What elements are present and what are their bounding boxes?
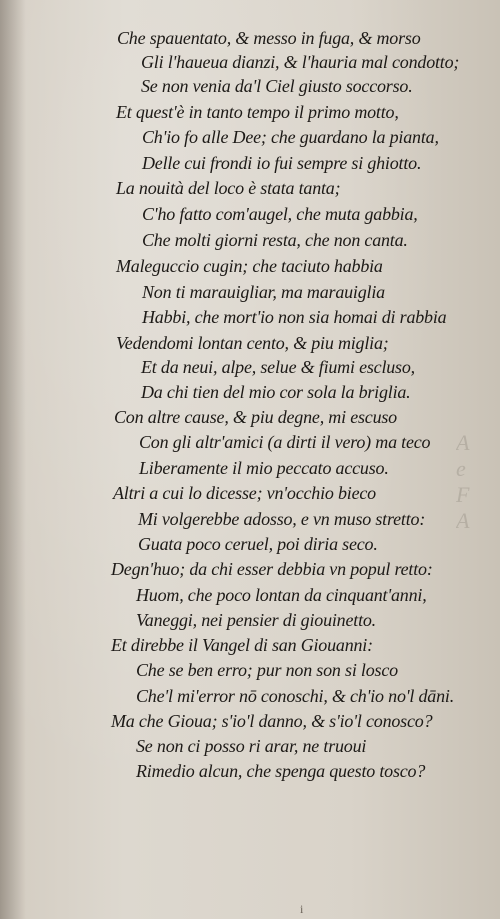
verse-line: Et quest'è in tanto tempo il primo motto, xyxy=(116,102,399,122)
verse-line: Da chi tien del mio cor sola la briglia. xyxy=(141,382,411,402)
verse-line: Maleguccio cugin; che taciuto habbia xyxy=(116,256,383,276)
verse-line: La nouità del loco è stata tanta; xyxy=(116,178,341,198)
verse-line: Non ti marauigliar, ma marauiglia xyxy=(142,282,385,302)
verse-line: Et da neui, alpe, selue & fiumi escluso, xyxy=(141,357,415,377)
verse-line: Che molti giorni resta, che non canta. xyxy=(142,230,408,250)
verse-line: Vaneggi, nei pensier di giouinetto. xyxy=(136,610,376,630)
verse-line: Se non ci posso ri arar, ne truoui xyxy=(136,736,367,756)
verse-line: Che spauentato, & messo in fuga, & morso xyxy=(117,28,421,48)
verse-line: Mi volgerebbe adosso, e vn muso stretto: xyxy=(138,509,426,529)
verse-line: Ma che Gioua; s'io'l danno, & s'io'l conosco? xyxy=(111,711,433,731)
verse-line: Delle cui frondi io fui sempre si ghiotto. xyxy=(142,153,422,173)
verse-line: Degn'huo; da chi esser debbia vn popul retto: xyxy=(111,559,433,579)
verse-line: Con altre cause, & piu degne, mi escuso xyxy=(114,407,397,427)
verse-line: Liberamente il mio peccato accuso. xyxy=(139,458,389,478)
verse-line: Guata poco ceruel, poi diria seco. xyxy=(138,534,378,554)
verse-line: Che se ben erro; pur non son si losco xyxy=(136,660,398,680)
show-through-text: A e F A xyxy=(456,430,470,533)
verse-line: C'ho fatto com'augel, che muta gabbia, xyxy=(142,204,418,224)
verse-line: Con gli altr'amici (a dirti il vero) ma teco xyxy=(139,432,431,452)
verse-line: Se non venia da'l Ciel giusto soccorso. xyxy=(141,76,413,96)
verse-line: Vedendomi lontan cento, & piu miglia; xyxy=(116,333,389,353)
verse-line: Huom, che poco lontan da cinquant'anni, xyxy=(136,585,427,605)
verse-line: Che'l mi'error nō conoschi, & ch'io no'l dāni. xyxy=(136,686,455,706)
verse-line: Et direbbe il Vangel di san Giouanni: xyxy=(111,635,373,655)
verse-line: Habbi, che mort'io non sia homai di rabbia xyxy=(142,307,447,327)
verse-line: Ch'io fo alle Dee; che guardano la pianta, xyxy=(142,127,439,147)
folio-mark: i xyxy=(300,902,304,916)
verse-line: Rimedio alcun, che spenga questo tosco? xyxy=(136,761,426,781)
verse-line: Gli l'haueua dianzi, & l'hauria mal condotto; xyxy=(141,52,460,72)
verse-line: Altri a cui lo dicesse; vn'occhio bieco xyxy=(113,483,376,503)
